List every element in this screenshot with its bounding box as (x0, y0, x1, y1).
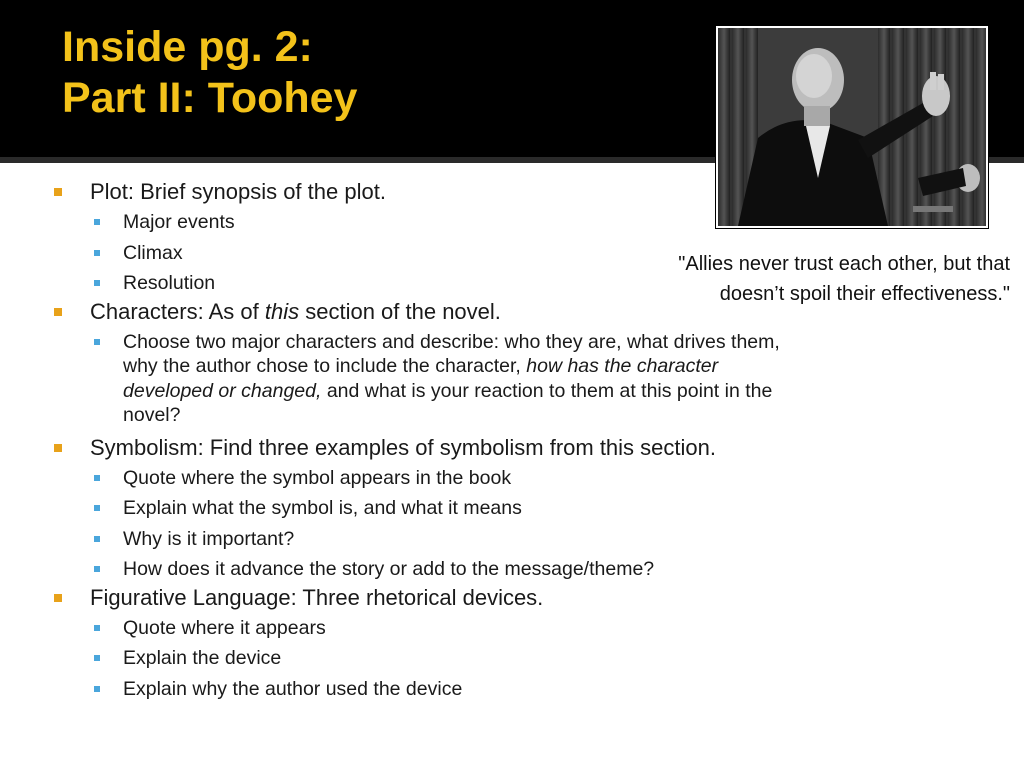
bullet-marker (54, 188, 62, 196)
bullet-symbolism-label: Symbolism: Find three examples of symbolism from this section. (90, 434, 716, 460)
bullet-marker (54, 308, 62, 316)
sub-bullet-label: Quote where the symbol appears in the book (123, 466, 512, 489)
sub-bullet-marker (94, 686, 100, 692)
sub-bullet (54, 271, 814, 296)
sub-bullet (54, 557, 814, 582)
sub-bullet (54, 496, 814, 521)
sub-bullet-marker (94, 475, 100, 481)
sub-bullet-marker (94, 219, 100, 225)
sub-bullet-label: Major events (123, 211, 235, 233)
sub-bullet-marker (94, 536, 100, 542)
sub-bullet-label: Climax (123, 241, 183, 264)
quote-line-2: doesn’t spoil their effectiveness." (719, 283, 1010, 305)
sub-bullet-marker (94, 280, 100, 286)
sub-bullet (54, 646, 814, 671)
bullet-characters (54, 298, 814, 326)
sub-bullet-marker (94, 339, 100, 345)
characters-suffix: section of the novel. (299, 298, 501, 324)
sub-bullet-label (123, 330, 813, 428)
bullet-plot (54, 178, 814, 206)
bullet-figurative (54, 584, 814, 612)
characters-emphasis: this (264, 298, 300, 324)
sub-bullet-label: Why is it important? (123, 527, 295, 550)
bullet-plot-label: Plot: Brief synopsis of the plot. (90, 179, 386, 204)
title-line-2: Part II: Toohey (62, 74, 358, 122)
title-line-1: Inside pg. 2: (62, 23, 313, 71)
sub-bullet (54, 616, 814, 641)
bullet-marker (54, 444, 62, 452)
sub-bullet (54, 330, 813, 428)
sub-bullet-marker (94, 625, 100, 631)
sub-bullet-label: Explain why the author used the device (123, 677, 463, 700)
bullet-figurative-label: Figurative Language: Three rhetorical devices. (90, 584, 544, 610)
sub-bullet-label: Explain what the symbol is, and what it means (123, 497, 522, 519)
sub-bullet-label: Explain the device (123, 647, 282, 669)
bullet-list (54, 178, 814, 707)
sub-bullet (54, 241, 814, 266)
characters-item-part2: and what is your reaction to them at this point in the novel? (123, 379, 773, 426)
characters-item-emphasis: how has the character developed or changed, (123, 355, 719, 402)
characters-prefix: Characters: As of (90, 298, 265, 324)
bullet-symbolism (54, 434, 760, 462)
sub-bullet-marker (94, 505, 100, 511)
sub-bullet (54, 677, 814, 702)
quote-line-1: "Allies never trust each other, but that (678, 253, 1010, 275)
sub-bullet-marker (94, 566, 100, 572)
characters-item-part1: Choose two major characters and describe: who they are, what drives them, why the author chose to include the character, (123, 330, 780, 377)
slide-title (62, 22, 357, 124)
sub-bullet (54, 210, 814, 235)
sub-bullet-marker (94, 655, 100, 661)
bullet-marker (54, 594, 62, 602)
sub-bullet-label: Quote where it appears (123, 616, 326, 639)
bullet-characters-label (90, 298, 814, 326)
sub-bullet (54, 466, 814, 491)
sub-bullet-label: How does it advance the story or add to the message/theme? (123, 558, 655, 580)
sub-bullet (54, 527, 814, 552)
sub-bullet-marker (94, 250, 100, 256)
sub-bullet-label: Resolution (123, 272, 216, 294)
